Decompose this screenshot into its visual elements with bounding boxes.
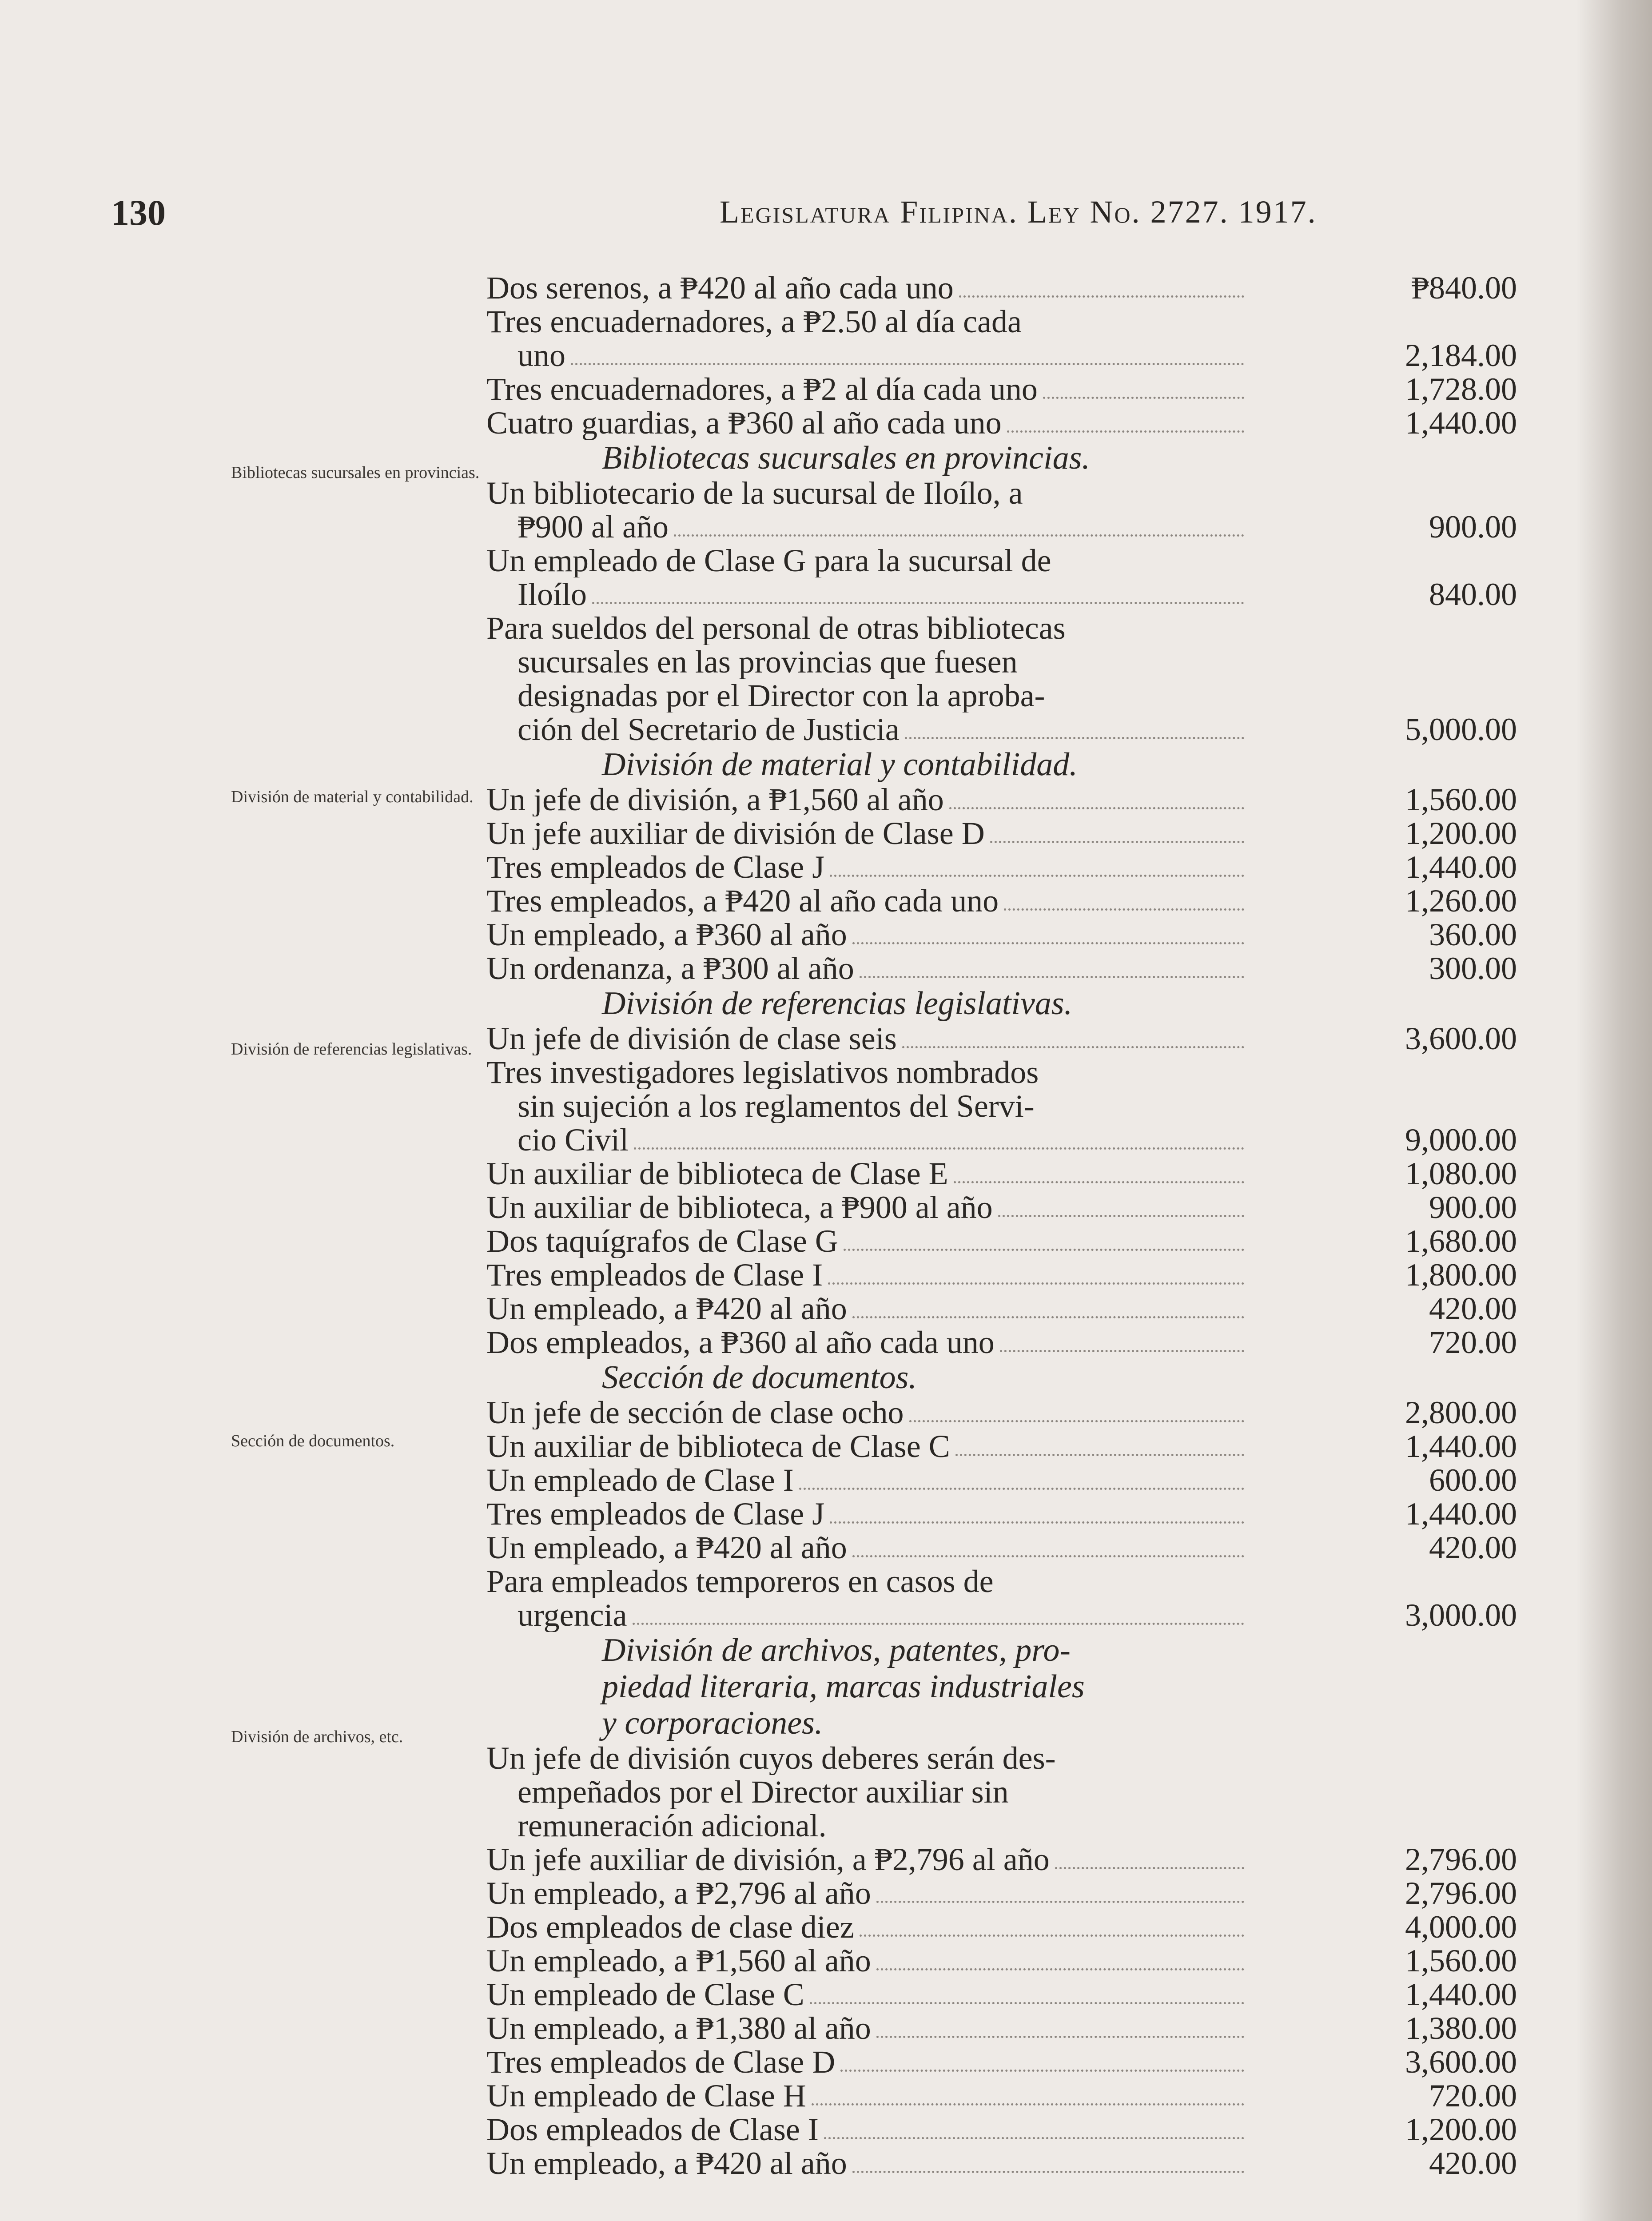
line-amount: 2,796.00: [1405, 1875, 1517, 1911]
line-description: [486, 1258, 1250, 1292]
line-description: [486, 1089, 1250, 1123]
section-heading: Bibliotecas sucursales en provincias.: [602, 440, 1090, 476]
line-text: Un empleado, a ₱1,380 al año: [486, 2011, 871, 2045]
line-item: [486, 338, 1517, 372]
dot-leader: [592, 602, 1244, 604]
line-item: [486, 1123, 1517, 1157]
line-description: [486, 1944, 1250, 1978]
line-description: [486, 1843, 1250, 1876]
line-amount: 1,380.00: [1405, 2010, 1517, 2046]
line-description: [486, 1497, 1250, 1531]
line-amount: 720.00: [1429, 2078, 1517, 2114]
dot-leader: [828, 1282, 1244, 1285]
line-text: Un empleado, a ₱1,560 al año: [486, 1944, 871, 1978]
line-amount: 420.00: [1429, 2145, 1517, 2181]
line-text: Un jefe auxiliar de división, a ₱2,796 al año: [486, 1843, 1050, 1876]
line-item: [486, 850, 1517, 884]
line-text: Tres empleados de Clase D: [486, 2045, 836, 2079]
dot-leader: [1055, 1867, 1244, 1869]
line-description: [486, 406, 1250, 440]
line-description: [486, 2079, 1250, 2113]
line-description: [486, 1564, 1250, 1598]
line-text: Tres encuadernadores, a ₱2.50 al día cada: [486, 305, 1022, 338]
line-item: [486, 712, 1517, 746]
line-amount: 720.00: [1429, 1325, 1517, 1360]
line-description: [486, 2045, 1250, 2079]
line-text: Tres empleados de Clase J: [486, 850, 825, 884]
line-description: [486, 1978, 1250, 2011]
line-amount: 4,000.00: [1405, 1909, 1517, 1945]
line-description: [486, 1598, 1250, 1632]
line-text: remuneración adicional.: [517, 1809, 827, 1843]
line-item: [486, 1022, 1517, 1055]
line-description: [486, 816, 1250, 850]
line-text: Un empleado, a ₱420 al año: [486, 1292, 847, 1325]
line-text: Tres encuadernadores, a ₱2 al día cada uno: [486, 372, 1038, 406]
line-item: [486, 2011, 1517, 2045]
sidenote-archivos: División de archivos, etc.: [231, 1727, 403, 1746]
line-amount: 9,000.00: [1405, 1122, 1517, 1158]
text-line: [486, 1775, 1517, 1809]
line-text: Dos empleados de Clase I: [486, 2113, 819, 2146]
line-description: [486, 476, 1250, 510]
line-description: [486, 1741, 1250, 1775]
dot-leader: [812, 2103, 1244, 2106]
line-text: sin sujeción a los reglamentos del Servi-: [517, 1089, 1035, 1123]
line-amount: 1,260.00: [1405, 883, 1517, 919]
dot-leader: [799, 1488, 1244, 1490]
line-amount: 420.00: [1429, 1291, 1517, 1326]
line-text: Para empleados temporeros en casos de: [486, 1564, 994, 1598]
line-text: cio Civil: [517, 1123, 629, 1157]
section-heading: y corporaciones.: [602, 1705, 823, 1741]
line-item: [486, 2113, 1517, 2146]
line-text: Un jefe de división de clase seis: [486, 1022, 897, 1055]
line-description: [486, 1463, 1250, 1497]
line-description: [486, 951, 1250, 985]
dot-leader: [876, 1968, 1244, 1970]
text-line: [486, 544, 1517, 577]
line-amount: 840.00: [1429, 577, 1517, 612]
line-amount: 1,200.00: [1405, 816, 1517, 851]
text-line: [486, 305, 1517, 338]
line-description: [486, 372, 1250, 406]
line-text: Un empleado, a ₱360 al año: [486, 918, 847, 951]
line-text: Dos taquígrafos de Clase G: [486, 1224, 838, 1258]
line-amount: 1,680.00: [1405, 1223, 1517, 1259]
line-description: [486, 712, 1250, 746]
dot-leader: [990, 841, 1244, 843]
text-line: [486, 476, 1517, 510]
line-item: [486, 918, 1517, 951]
dot-leader: [633, 1623, 1244, 1625]
dot-leader: [955, 1454, 1244, 1456]
line-amount: 420.00: [1429, 1530, 1517, 1565]
text-line: [486, 679, 1517, 712]
line-item: [486, 1598, 1517, 1632]
line-description: [486, 2011, 1250, 2045]
line-description: [486, 645, 1250, 679]
text-line: [486, 1809, 1517, 1843]
sidenote-referencias: División de referencias legislativas.: [231, 1040, 472, 1059]
line-item: [486, 1910, 1517, 1944]
line-description: [486, 577, 1250, 611]
line-amount: 1,560.00: [1405, 1943, 1517, 1978]
line-text: Dos serenos, a ₱420 al año cada uno: [486, 271, 954, 305]
line-item: [486, 1325, 1517, 1359]
line-item: [486, 577, 1517, 611]
line-amount: 1,080.00: [1405, 1156, 1517, 1191]
dot-leader: [909, 1420, 1244, 1422]
line-text: Cuatro guardias, a ₱360 al año cada uno: [486, 406, 1002, 440]
line-description: [486, 1224, 1250, 1258]
line-item: [486, 783, 1517, 816]
line-description: [486, 1157, 1250, 1190]
line-item: [486, 1944, 1517, 1978]
page-header: [111, 192, 1444, 241]
section-heading: División de referencias legislativas.: [602, 985, 1073, 1022]
dot-leader: [1000, 1350, 1244, 1352]
line-text: Un jefe auxiliar de división de Clase D: [486, 816, 985, 850]
text-line: [486, 1055, 1517, 1089]
dot-leader: [949, 807, 1244, 809]
line-description: [486, 1876, 1250, 1910]
sidenote-documentos: Sección de documentos.: [231, 1432, 395, 1450]
line-item: [486, 1978, 1517, 2011]
line-text: uno: [517, 338, 565, 372]
line-description: [486, 544, 1250, 577]
line-text: Un jefe de división, a ₱1,560 al año: [486, 783, 944, 816]
line-amount: 900.00: [1429, 509, 1517, 545]
line-description: [486, 1775, 1250, 1809]
section-heading: División de archivos, patentes, pro-: [602, 1632, 1071, 1668]
dot-leader: [830, 1521, 1244, 1524]
line-amount: 2,800.00: [1405, 1395, 1517, 1430]
line-text: Un empleado de Clase H: [486, 2079, 806, 2113]
line-amount: 3,600.00: [1405, 2044, 1517, 2080]
line-description: [486, 783, 1250, 816]
line-item: [486, 1224, 1517, 1258]
line-item: [486, 1531, 1517, 1564]
line-item: [486, 1396, 1517, 1429]
line-text: Un auxiliar de biblioteca, a ₱900 al año: [486, 1190, 993, 1224]
line-text: Iloílo: [517, 577, 587, 611]
line-item: [486, 1157, 1517, 1190]
line-item: [486, 1497, 1517, 1531]
dot-leader: [860, 1934, 1244, 1937]
line-description: [486, 1429, 1250, 1463]
line-text: Un empleado, a ₱420 al año: [486, 1531, 847, 1564]
dot-leader: [844, 1249, 1244, 1251]
line-amount: 2,184.00: [1405, 338, 1517, 373]
dot-leader: [998, 1215, 1244, 1217]
line-amount: 1,560.00: [1405, 782, 1517, 817]
text-line: [486, 645, 1517, 679]
line-amount: 1,440.00: [1405, 849, 1517, 885]
line-description: [486, 510, 1250, 544]
line-description: [486, 611, 1250, 645]
dot-leader: [959, 295, 1244, 298]
dot-leader: [634, 1147, 1244, 1150]
line-text: Un empleado de Clase I: [486, 1463, 794, 1497]
line-text: Tres empleados de Clase I: [486, 1258, 823, 1292]
dot-leader: [902, 1046, 1244, 1048]
line-amount: 3,000.00: [1405, 1597, 1517, 1633]
line-amount: 2,796.00: [1405, 1842, 1517, 1877]
dot-leader: [674, 534, 1244, 537]
line-description: [486, 1022, 1250, 1055]
line-text: sucursales en las provincias que fuesen: [517, 645, 1018, 679]
line-text: Dos empleados, a ₱360 al año cada uno: [486, 1325, 995, 1359]
line-item: [486, 1258, 1517, 1292]
dot-leader: [852, 2171, 1244, 2173]
line-item: [486, 1190, 1517, 1224]
appropriation-list: [486, 271, 1517, 2180]
line-description: [486, 918, 1250, 951]
line-item: [486, 1843, 1517, 1876]
line-item: [486, 2146, 1517, 2180]
line-description: [486, 1396, 1250, 1429]
line-item: [486, 816, 1517, 850]
page-edge-shadow: [1576, 0, 1652, 2221]
line-text: Un empleado, a ₱420 al año: [486, 2146, 847, 2180]
line-text: Para sueldos del personal de otras bibliotecas: [486, 611, 1066, 645]
line-description: [486, 338, 1250, 372]
line-description: [486, 2146, 1250, 2180]
line-amount: 600.00: [1429, 1462, 1517, 1498]
line-item: [486, 1429, 1517, 1463]
line-text: Un auxiliar de biblioteca de Clase E: [486, 1157, 948, 1190]
dot-leader: [954, 1181, 1244, 1183]
line-description: [486, 679, 1250, 712]
line-description: [486, 1190, 1250, 1224]
dot-leader: [840, 2070, 1244, 2072]
line-text: ción del Secretario de Justicia: [517, 712, 900, 746]
dot-leader: [1007, 430, 1244, 433]
line-item: [486, 510, 1517, 544]
line-description: [486, 884, 1250, 918]
line-text: designadas por el Director con la aproba-: [517, 679, 1045, 712]
dot-leader: [852, 942, 1244, 944]
line-item: [486, 1876, 1517, 1910]
dot-leader: [852, 1555, 1244, 1557]
line-text: Un empleado, a ₱2,796 al año: [486, 1876, 871, 1910]
line-amount: 1,800.00: [1405, 1257, 1517, 1293]
line-item: [486, 884, 1517, 918]
dot-leader: [876, 1901, 1244, 1903]
line-description: [486, 1055, 1250, 1089]
sidenote-material: División de material y contabilidad.: [231, 788, 474, 806]
line-item: [486, 951, 1517, 985]
line-text: Un ordenanza, a ₱300 al año: [486, 951, 854, 985]
line-amount: 3,600.00: [1405, 1021, 1517, 1056]
line-description: [486, 2113, 1250, 2146]
line-description: [486, 1292, 1250, 1325]
dot-leader: [1043, 397, 1244, 399]
line-amount: 5,000.00: [1405, 712, 1517, 747]
line-text: Tres empleados de Clase J: [486, 1497, 825, 1531]
dot-leader: [860, 976, 1244, 978]
dot-leader: [876, 2036, 1244, 2038]
line-amount: 1,440.00: [1405, 1977, 1517, 2012]
line-amount: 300.00: [1429, 951, 1517, 986]
line-description: [486, 1123, 1250, 1157]
text-line: [486, 1741, 1517, 1775]
line-description: [486, 1325, 1250, 1359]
dot-leader: [852, 1316, 1244, 1318]
line-amount: 1,440.00: [1405, 1429, 1517, 1464]
dot-leader: [830, 875, 1244, 877]
text-line: [486, 1564, 1517, 1598]
line-amount: 1,440.00: [1405, 1496, 1517, 1532]
line-item: [486, 1292, 1517, 1325]
line-text: Un jefe de sección de clase ocho: [486, 1396, 904, 1429]
line-amount: 360.00: [1429, 917, 1517, 952]
line-description: [486, 850, 1250, 884]
line-item: [486, 2079, 1517, 2113]
line-description: [486, 1910, 1250, 1944]
dot-leader: [905, 737, 1244, 739]
line-text: ₱900 al año: [517, 510, 669, 544]
line-amount: 1,200.00: [1405, 2112, 1517, 2147]
line-text: Un jefe de división cuyos deberes serán des-: [486, 1741, 1056, 1775]
line-text: Un auxiliar de biblioteca de Clase C: [486, 1429, 950, 1463]
line-text: empeñados por el Director auxiliar sin: [517, 1775, 1009, 1809]
line-text: Tres empleados, a ₱420 al año cada uno: [486, 884, 999, 918]
line-text: Un empleado de Clase G para la sucursal de: [486, 544, 1051, 577]
line-item: [486, 372, 1517, 406]
line-text: Dos empleados de clase diez: [486, 1910, 854, 1944]
section-heading: División de material y contabilidad.: [602, 746, 1078, 783]
running-head: Legislatura Filipina. Ley No. 2727. 1917.: [720, 194, 1317, 230]
section-heading: piedad literaria, marcas industriales: [602, 1668, 1085, 1705]
dot-leader: [824, 2137, 1244, 2139]
line-text: urgencia: [517, 1598, 627, 1632]
line-description: [486, 1531, 1250, 1564]
text-line: [486, 1089, 1517, 1123]
sidenote-bibliotecas: Bibliotecas sucursales en provincias.: [231, 463, 480, 482]
dot-leader: [571, 363, 1244, 365]
line-item: [486, 406, 1517, 440]
section-heading: Sección de documentos.: [602, 1359, 917, 1396]
page-number: 130: [111, 192, 166, 233]
line-item: [486, 2045, 1517, 2079]
line-description: [486, 1809, 1250, 1843]
line-amount: 1,440.00: [1405, 405, 1517, 441]
text-line: [486, 611, 1517, 645]
line-amount: ₱840.00: [1411, 270, 1517, 306]
line-description: [486, 305, 1250, 338]
line-text: Un bibliotecario de la sucursal de Iloílo, a: [486, 476, 1023, 510]
line-description: [486, 271, 1250, 305]
line-amount: 1,728.00: [1405, 371, 1517, 407]
dot-leader: [810, 2002, 1244, 2004]
dot-leader: [1004, 908, 1244, 911]
line-item: [486, 1463, 1517, 1497]
line-amount: 900.00: [1429, 1190, 1517, 1225]
line-text: Tres investigadores legislativos nombrados: [486, 1055, 1039, 1089]
line-item: [486, 271, 1517, 305]
line-text: Un empleado de Clase C: [486, 1978, 804, 2011]
